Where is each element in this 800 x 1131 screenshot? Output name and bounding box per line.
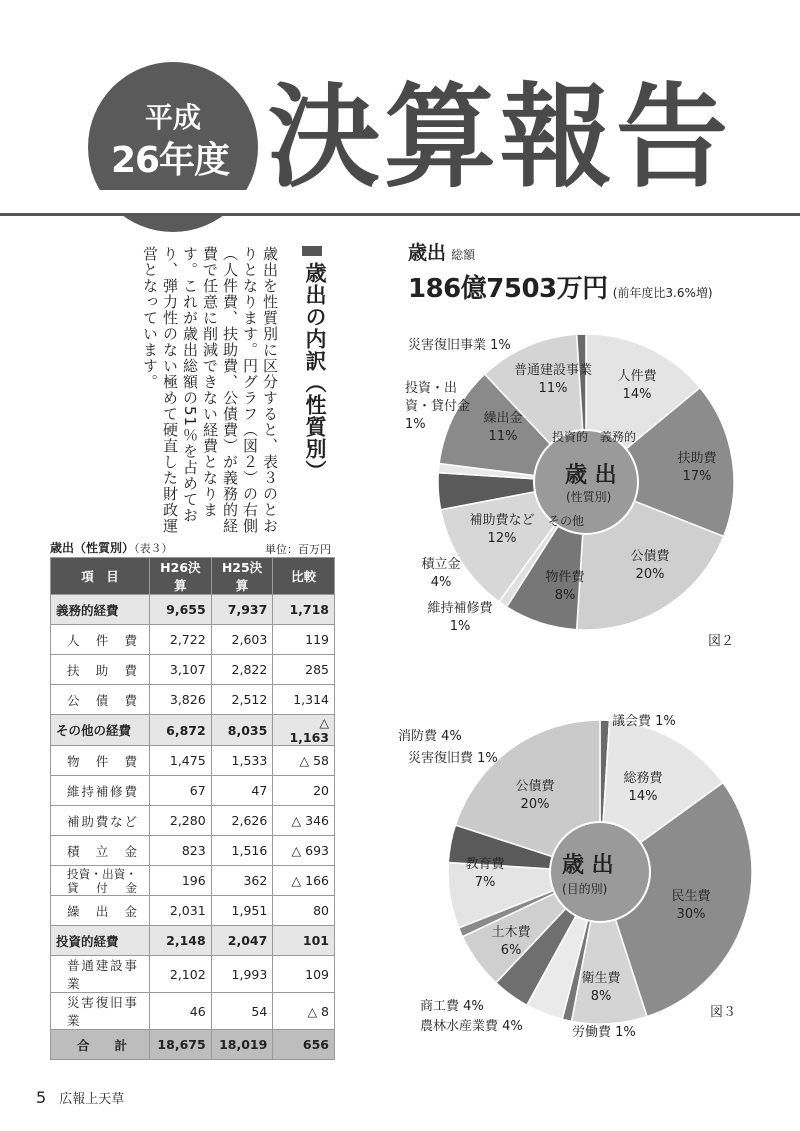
cell-diff: △ 1,163 [273,715,335,746]
cell-diff: △ 693 [273,836,335,866]
publication-name: 広報上天草 [59,1092,125,1107]
chart2-label-debt: 公債費 20% [515,779,555,812]
table-row [51,625,335,655]
chart1-title: 歳出 [408,242,447,264]
chart1-total: 186億7503万円 [408,274,608,304]
chart1-label-construction: 普通建設事業 11% [513,363,592,396]
chart1-center-label: 歳 出 [565,463,617,488]
chart1-note: (前年度比3.6%増) [612,286,713,300]
chart2-center-label: 歳 出 [562,853,614,878]
cell-h26: 1,475 [150,746,212,776]
table-row [51,836,335,866]
cell-h26: 67 [150,776,212,806]
chart1-heading [408,238,475,265]
chart2-center-sub: (目的別) [562,882,608,896]
cell-label: 普通建設事業 [51,956,150,993]
cell-label: 物件費 [51,746,150,776]
table-unit: 単位：百万円 [265,543,331,556]
table-row [51,993,335,1030]
col-header-h25: H25決算 [211,558,273,595]
chart2-label-fire: 消防費 4% [398,729,462,744]
cell-h26: 2,031 [150,896,212,926]
cell-diff: 101 [273,926,335,956]
col-header-diff: 比較 [273,558,335,595]
col-header-item: 項 目 [51,558,150,595]
cell-h25: 47 [211,776,273,806]
table-header-row [51,558,335,595]
cell-diff: 656 [273,1030,335,1060]
chart1-label-investment: 投資・出資・貸付金 1% [405,381,471,432]
header-divider [0,213,800,216]
cell-diff: △ 8 [273,993,335,1030]
cell-label: 維持補修費 [51,776,150,806]
chart1-label-welfare: 扶助費 17% [677,451,717,484]
cell-h25: 2,512 [211,685,273,715]
chart2-label-health: 衛生費 8% [581,971,621,1004]
page-footer [36,1088,124,1107]
cell-label: 繰出金 [51,896,150,926]
chart1-center-sub: (性質別) [566,490,612,504]
cell-h25: 1,951 [211,896,273,926]
cell-h25: 7,937 [211,595,273,625]
chart1-label-subsidy: 補助費など 12% [469,513,535,546]
section-body: 歳出を性質別に区分すると、表３のとおりとなります。円グラフ（図２）の右側（人件費、扶助費、公債費）が義務的経費で任意に削減できない経費となります。これが歳出総額の51％を占めており、弾力性のない極めて硬直した財政運営となっています。 [141,246,279,534]
cell-h25: 1,516 [211,836,273,866]
table-group-row [51,595,335,625]
cell-label: 投資・出資・貸付金 [51,866,150,896]
cell-diff: 109 [273,956,335,993]
cell-label: 投資的経費 [51,926,150,956]
cell-diff: 1,314 [273,685,335,715]
chart2-label-labor: 労働費 1% [572,1025,636,1040]
cell-h26: 2,722 [150,625,212,655]
chart1-inner-other: その他 [548,514,585,528]
chart1-label-goods: 物件費 8% [545,570,585,603]
cell-h25: 2,047 [211,926,273,956]
chart2-label-general: 総務費 14% [623,771,663,804]
cell-h26: 2,148 [150,926,212,956]
table-row [51,896,335,926]
cell-label: 災害復旧事業 [51,993,150,1030]
table-total-row [51,1030,335,1060]
cell-h26: 2,280 [150,806,212,836]
cell-h25: 2,603 [211,625,273,655]
cell-h26: 9,655 [150,595,212,625]
cell-h26: 823 [150,836,212,866]
cell-h25: 1,533 [211,746,273,776]
chart1-label-reserve: 積立金 4% [421,557,461,590]
chart2-figure-label: 図３ [710,1005,737,1020]
cell-label: 合計 [51,1030,150,1060]
cell-label: 補助費など [51,806,150,836]
table-row [51,956,335,993]
cell-diff: 80 [273,896,335,926]
chart2-label-agriculture: 農林水産業費 4% [420,1019,523,1034]
table-caption-ref: （表３） [134,542,173,555]
chart2-label-civil: 土木費 6% [491,925,531,958]
cell-h25: 8,035 [211,715,273,746]
header-fiscal-year: 26年度 [110,140,230,181]
chart1-label-transfer: 繰出金 11% [483,411,523,444]
chart1-subtitle: 総額 [451,248,476,262]
cell-h26: 3,826 [150,685,212,715]
table-group-row [51,926,335,956]
cell-label: 積立金 [51,836,150,866]
cell-h26: 2,102 [150,956,212,993]
cell-h26: 46 [150,993,212,1030]
cell-h26: 6,872 [150,715,212,746]
cell-h25: 2,822 [211,655,273,685]
table-row [51,746,335,776]
cell-label: 扶助費 [51,655,150,685]
cell-label: その他の経費 [51,715,150,746]
chart2-label-commerce: 商工費 4% [420,999,484,1014]
table-row [51,806,335,836]
cell-h25: 362 [211,866,273,896]
chart2-label-assembly: 議会費 1% [612,714,676,729]
cell-label: 義務的経費 [51,595,150,625]
cell-diff: △ 346 [273,806,335,836]
chart1-total-line [408,268,713,305]
chart2-label-welfare: 民生費 30% [671,889,711,922]
table-caption [50,539,173,556]
cell-diff: △ 166 [273,866,335,896]
chart1-label-personnel: 人件費 14% [617,369,657,402]
chart2-label-education: 教育費 7% [465,857,505,890]
cell-h26: 18,675 [150,1030,212,1060]
table-row [51,776,335,806]
table-group-row [51,715,335,746]
cell-diff: 1,718 [273,595,335,625]
cell-h25: 1,993 [211,956,273,993]
chart2-label-disaster: 災害復旧費 1% [408,751,498,766]
cell-h25: 18,019 [211,1030,273,1060]
cell-diff: 119 [273,625,335,655]
cell-diff: 20 [273,776,335,806]
cell-h26: 3,107 [150,655,212,685]
cell-h25: 2,626 [211,806,273,836]
page-title: 決算報告 [268,73,732,203]
cell-label: 人件費 [51,625,150,655]
header-era: 平成 [144,101,201,134]
chart1-label-debt: 公債費 20% [630,549,670,582]
table-row [51,655,335,685]
cell-diff: 285 [273,655,335,685]
cell-h26: 196 [150,866,212,896]
cell-label: 公債費 [51,685,150,715]
cell-diff: △ 58 [273,746,335,776]
table-row [51,685,335,715]
budget-table [50,557,335,1060]
chart1-figure-label: 図２ [708,634,735,649]
col-header-h26: H26決算 [150,558,212,595]
section-marker [302,246,322,256]
section-heading: 歳出の内訳（性質別） [303,262,327,482]
chart1-label-maintenance: 維持補修費 1% [427,601,493,634]
table-caption-title: 歳出（性質別） [50,541,135,555]
chart1-inner-investment: 投資的 [552,430,589,444]
cell-h25: 54 [211,993,273,1030]
page-number: 5 [36,1088,47,1107]
chart1-label-disaster-recovery: 災害復旧事業 1% [408,338,511,353]
chart1-inner-obligatory: 義務的 [600,430,637,444]
table-row [51,866,335,896]
